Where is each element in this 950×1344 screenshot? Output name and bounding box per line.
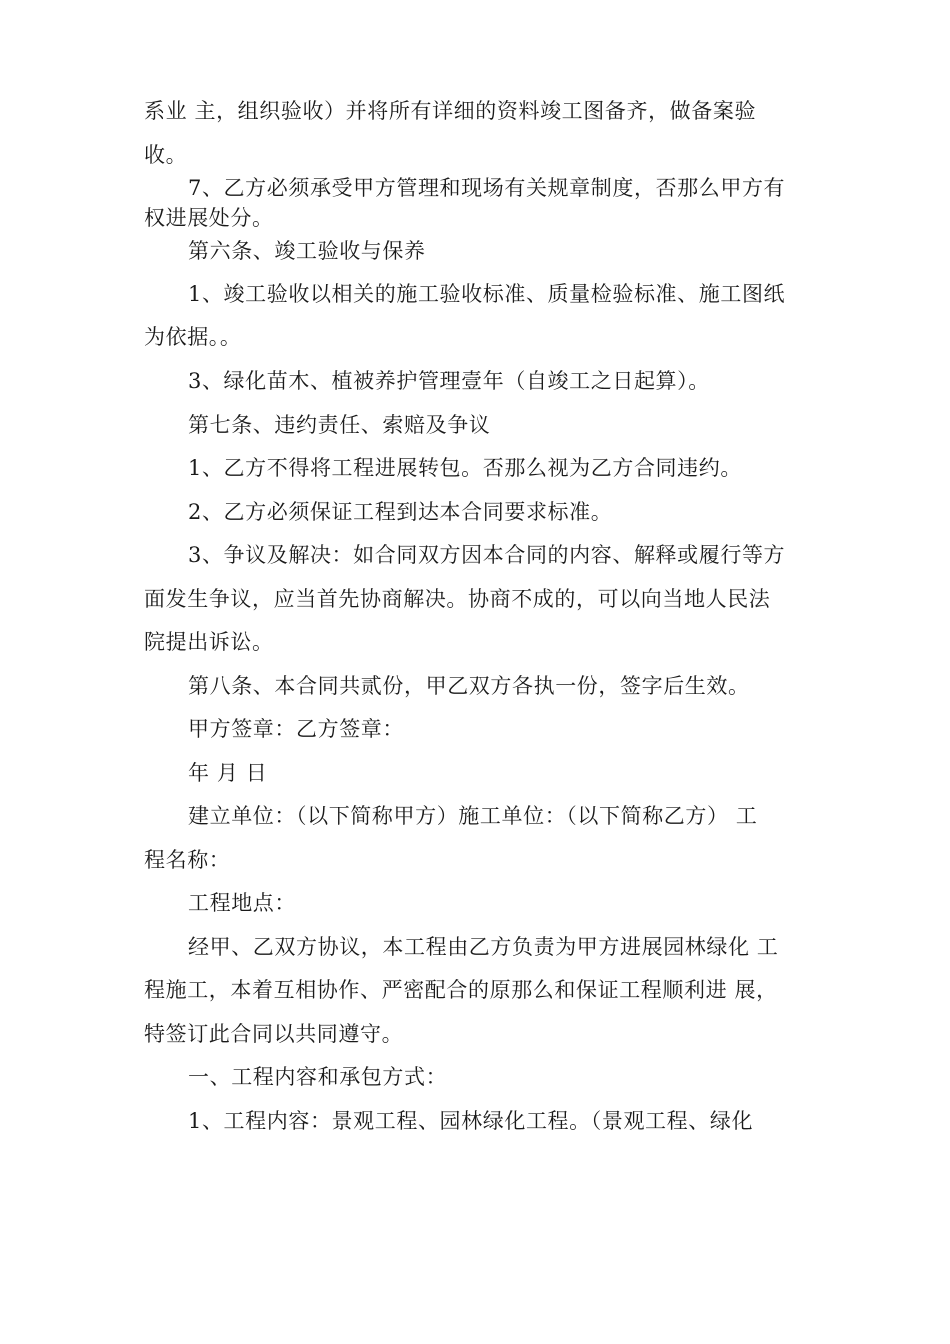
text-line: 3、争议及解决：如合同双方因本合同的内容、解释或履行等方 <box>188 543 786 567</box>
text-line: 经甲、乙双方协议，本工程由乙方负责为甲方进展园林绿化 工 <box>188 935 779 959</box>
text-line: 系业 主，组织验收）并将所有详细的资料竣工图备齐，做备案验 <box>144 99 757 123</box>
text-line: 3、绿化苗木、植被养护管理壹年（自竣工之日起算）。 <box>188 369 710 393</box>
section-heading: 第六条、竣工验收与保养 <box>188 239 426 263</box>
text-line: 程名称： <box>144 848 231 872</box>
signature-line: 甲方签章：乙方签章： <box>188 717 404 741</box>
text-line: 工程地点： <box>188 891 296 915</box>
text-line: 特签订此合同以共同遵守。 <box>144 1022 404 1046</box>
section-heading: 第七条、违约责任、索赔及争议 <box>188 413 491 437</box>
section-heading: 第八条、本合同共贰份，甲乙双方各执一份，签字后生效。 <box>188 674 750 698</box>
text-line: 1、竣工验收以相关的施工验收标准、质量检验标准、施工图纸 <box>188 282 786 306</box>
text-line: 1、乙方不得将工程进展转包。否那么视为乙方合同违约。 <box>188 456 742 480</box>
text-line: 建立单位：（以下简称甲方）施工单位：（以下简称乙方） 工 <box>188 804 758 828</box>
text-line: 7、乙方必须承受甲方管理和现场有关规章制度，否那么甲方有 <box>188 176 786 200</box>
date-line: 年 月 日 <box>188 761 268 785</box>
text-line: 权进展处分。 <box>144 206 274 230</box>
text-line: 程施工，本着互相协作、严密配合的原那么和保证工程顺利进 展， <box>144 978 778 1002</box>
text-line: 2、乙方必须保证工程到达本合同要求标准。 <box>188 500 613 524</box>
text-line: 为依据。。 <box>144 325 242 349</box>
text-line: 面发生争议，应当首先协商解决。协商不成的，可以向当地人民法 <box>144 587 771 611</box>
text-line: 收。 <box>144 143 188 167</box>
text-line: 1、工程内容：景观工程、园林绿化工程。（景观工程、绿化 <box>188 1109 754 1133</box>
section-heading: 一、工程内容和承包方式： <box>188 1065 448 1089</box>
text-line: 院提出诉讼。 <box>144 630 274 654</box>
